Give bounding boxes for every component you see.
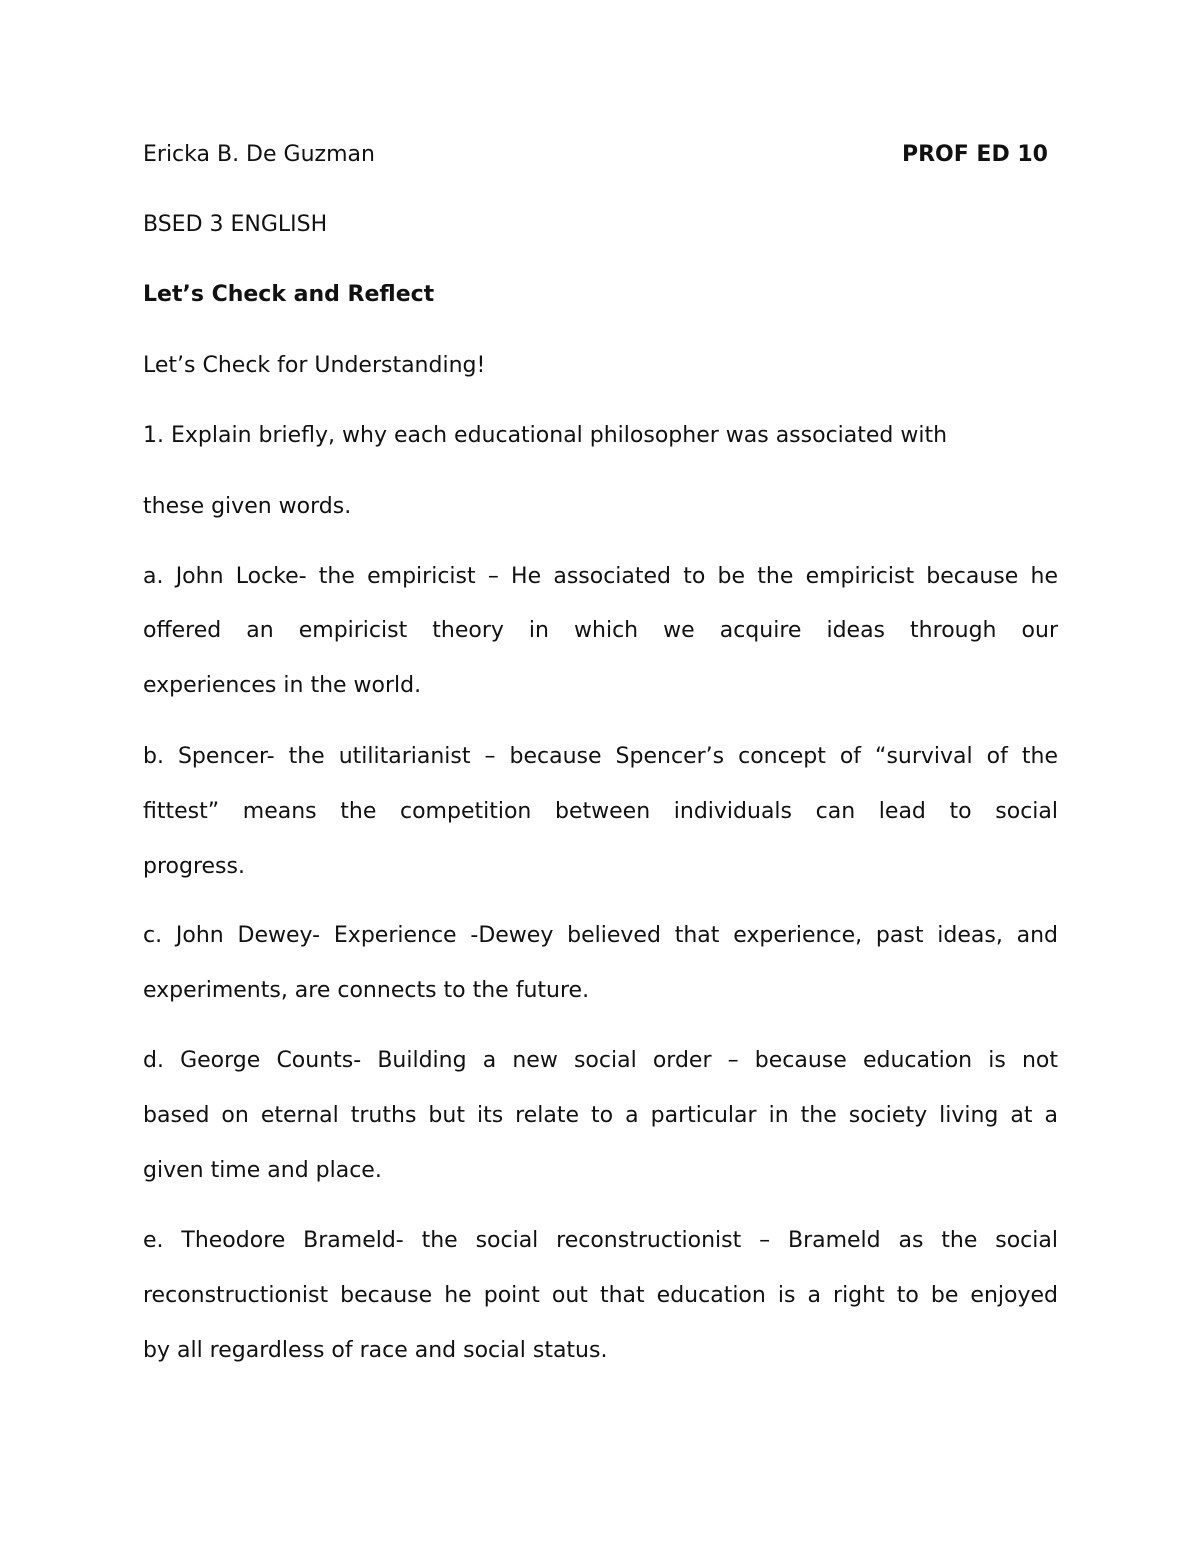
answer-a-line-2: offered an empiricist theory in which we acquire ideas through our [143, 618, 1058, 643]
answer-b-line-1: b. Spencer- the utilitarianist – because Spencer’s concept of “survival of the [143, 744, 1058, 769]
answer-c-line-2: experiments, are connects to the future. [143, 978, 590, 1003]
author-name: Ericka B. De Guzman [143, 142, 375, 167]
page-subtitle: Let’s Check for Understanding! [143, 353, 486, 378]
answer-d-line-2: based on eternal truths but its relate to a particular in the society living at a [143, 1103, 1058, 1128]
answer-b-line-3: progress. [143, 854, 245, 879]
answer-e-line-3: by all regardless of race and social status. [143, 1338, 608, 1363]
answer-a-line-1: a. John Locke- the empiricist – He associated to be the empiricist because he [143, 564, 1058, 589]
answer-e-line-2: reconstructionist because he point out that education is a right to be enjoyed [143, 1283, 1058, 1308]
answer-d-line-1: d. George Counts- Building a new social order – because education is not [143, 1048, 1058, 1073]
page-title: Let’s Check and Reflect [143, 282, 435, 307]
question-line-2: these given words. [143, 494, 352, 519]
course-code: PROF ED 10 [901, 142, 1048, 167]
answer-d-line-3: given time and place. [143, 1158, 382, 1183]
answer-a-line-3: experiences in the world. [143, 673, 422, 698]
question-line-1: 1. Explain briefly, why each educational philosopher was associated with [143, 423, 948, 448]
section-name: BSED 3 ENGLISH [143, 212, 328, 237]
answer-c-line-1: c. John Dewey- Experience -Dewey believed that experience, past ideas, and [143, 923, 1058, 948]
answer-e-line-1: e. Theodore Brameld- the social reconstructionist – Brameld as the social [143, 1228, 1058, 1253]
answer-b-line-2: fittest” means the competition between individuals can lead to social [143, 799, 1058, 824]
